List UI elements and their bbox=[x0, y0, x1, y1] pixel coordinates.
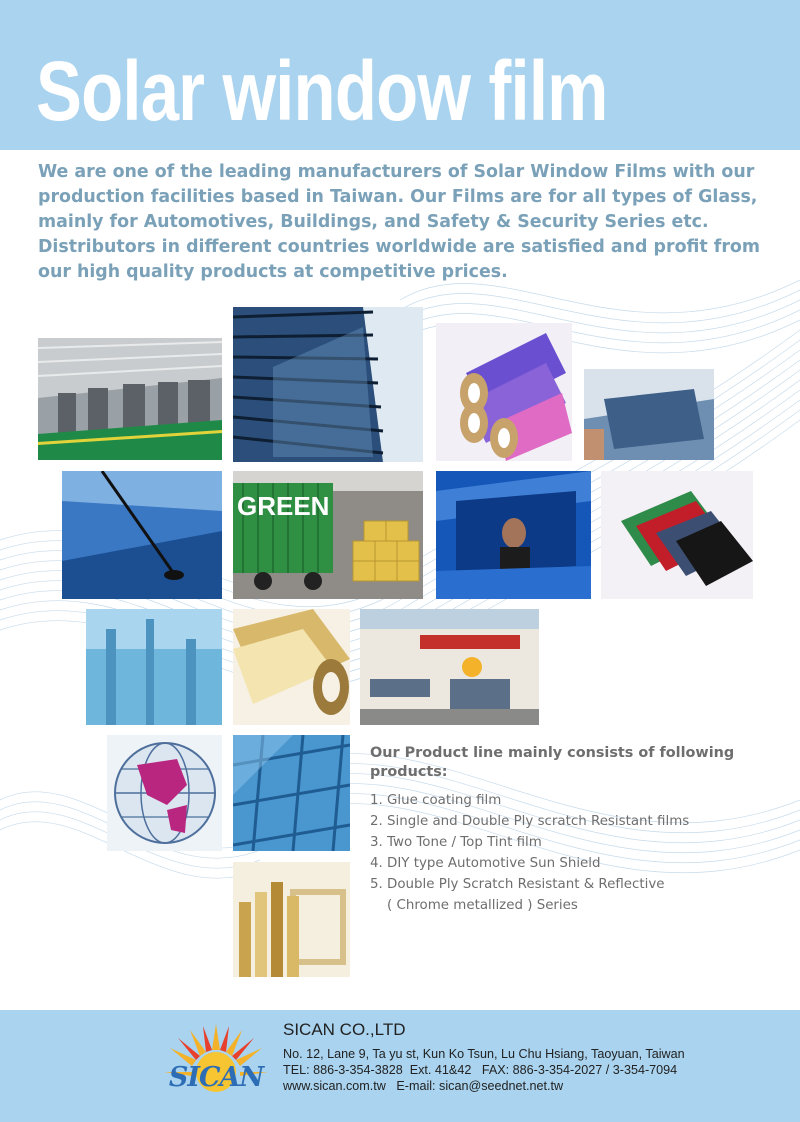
product-line-heading: Our Product line mainly consists of following products: bbox=[370, 745, 735, 780]
contact-block bbox=[283, 1046, 685, 1094]
chrome-film-rolls-photo bbox=[233, 862, 350, 977]
company-building-photo bbox=[360, 609, 539, 725]
tinted-car-window-photo bbox=[436, 471, 591, 599]
colored-film-sheets-photo bbox=[601, 471, 753, 599]
factory-photo bbox=[38, 338, 222, 460]
container-sign: GREEN bbox=[237, 491, 330, 521]
product-item: ( Chrome metallized ) Series bbox=[370, 898, 578, 913]
intro-paragraph: We are one of the leading manufacturers of Solar Window Films with our production facilities based in Taiwan. Our Films are for all types of Glass, mainly for Automotives, Buildings, and Safety & Security Series etc. Distributors in different countries worldwide are satisfied and profit from our high quality products at competitive prices. bbox=[38, 162, 760, 282]
windshield-install-photo bbox=[584, 369, 714, 460]
product-item: 3. Two Tone / Top Tint film bbox=[370, 835, 542, 850]
product-item: 2. Single and Double Ply scratch Resistant films bbox=[370, 814, 690, 829]
web-email-line: www.sican.com.tw E-mail: sican@seednet.net.tw bbox=[283, 1079, 564, 1093]
product-item: 4. DIY type Automotive Sun Shield bbox=[370, 856, 601, 871]
product-item: 5. Double Ply Scratch Resistant & Reflective bbox=[370, 877, 665, 892]
page-title: Solar window film bbox=[36, 44, 608, 138]
gold-film-roll-photo bbox=[233, 609, 350, 725]
car-antenna-photo bbox=[62, 471, 222, 599]
globe-photo bbox=[107, 735, 222, 851]
glass-reflection-photo bbox=[86, 609, 222, 725]
shipping-container-photo bbox=[233, 471, 423, 599]
film-rolls-purple-photo bbox=[436, 323, 572, 461]
phone-fax-line: TEL: 886-3-354-3828 Ext. 41&42 FAX: 886-3-354-2027 / 3-354-7094 bbox=[283, 1063, 678, 1077]
glass-panels-photo bbox=[233, 735, 350, 851]
building-facade-photo bbox=[233, 307, 423, 462]
product-list bbox=[370, 790, 770, 916]
product-item: 1. Glue coating film bbox=[370, 793, 502, 808]
company-name: SICAN CO.,LTD bbox=[283, 1020, 406, 1039]
address-line: No. 12, Lane 9, Ta yu st, Kun Ko Tsun, Lu Chu Hsiang, Taoyuan, Taiwan bbox=[283, 1047, 685, 1061]
sican-logo-text: SICAN bbox=[168, 1062, 264, 1093]
product-line-section bbox=[370, 744, 770, 916]
